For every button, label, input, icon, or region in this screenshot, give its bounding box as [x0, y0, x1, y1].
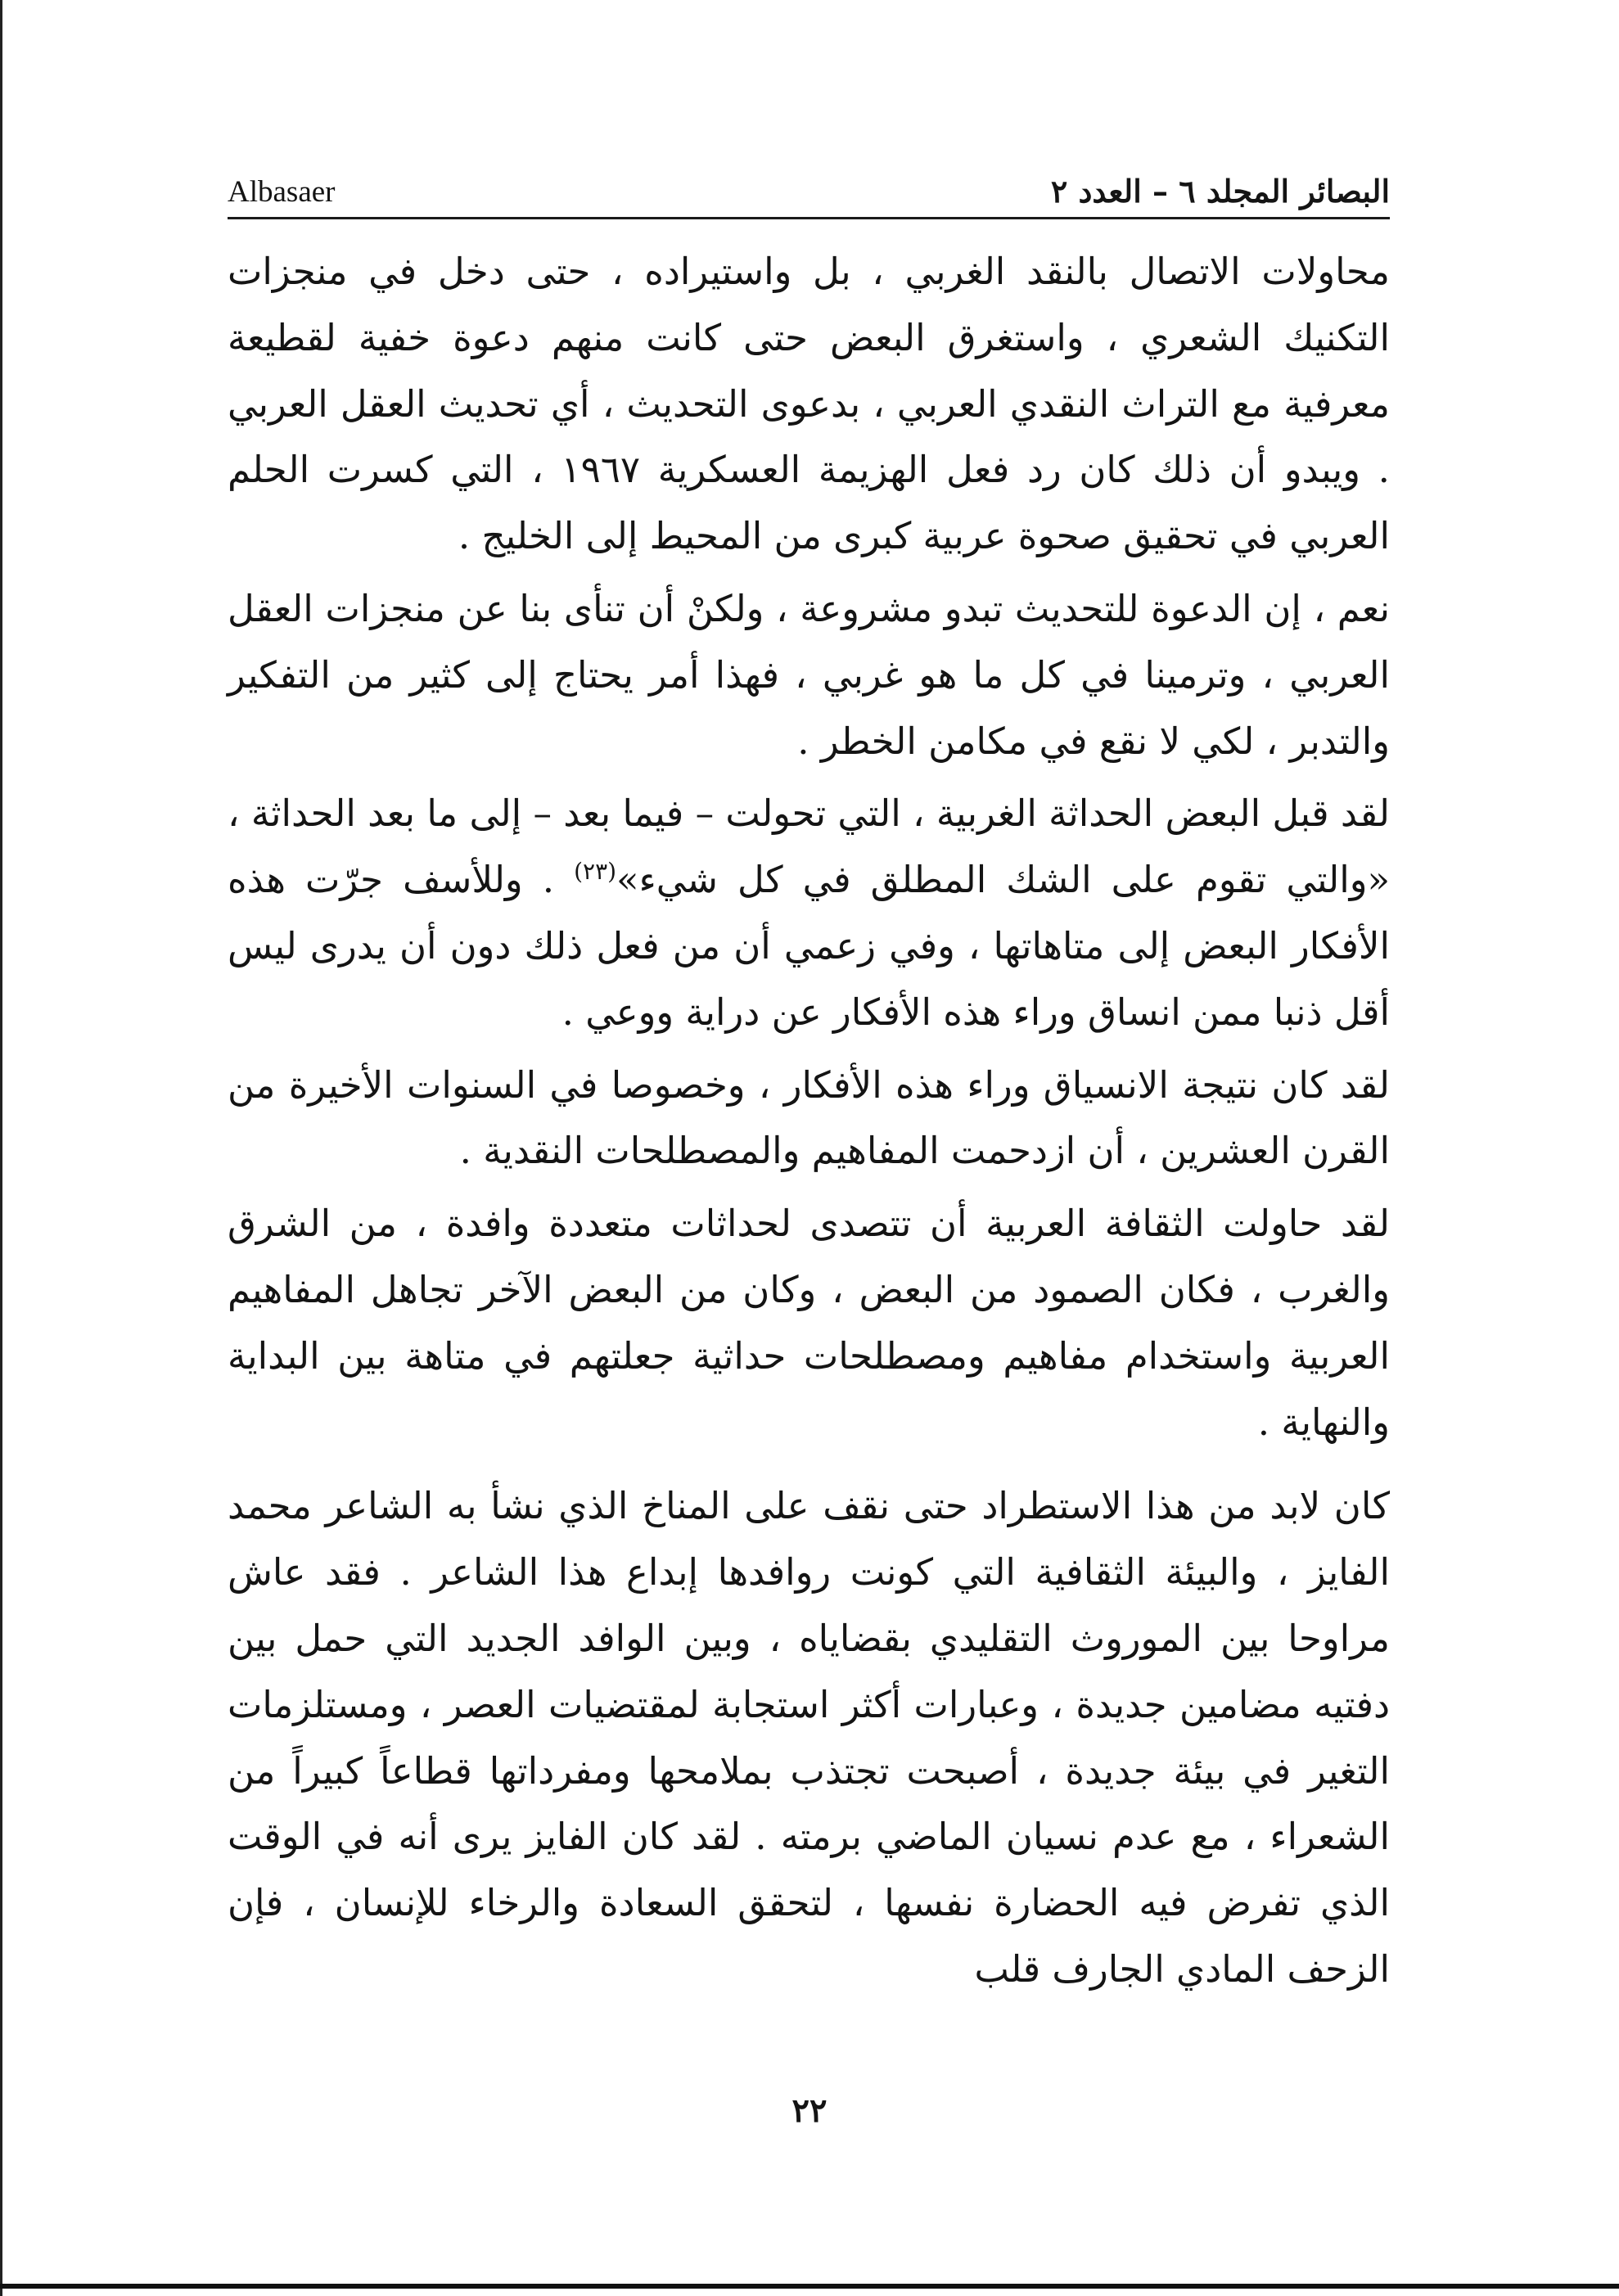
- journal-title-arabic: البصائر المجلد ٦ – العدد ٢: [1050, 173, 1390, 210]
- paragraph-2: نعم ، إن الدعوة للتحديث تبدو مشروعة ، ولكنْ أن تنأى بنا عن منجزات العقل العربي ، وترمينا في كل ما هو غربي ، فهذا أمر يحتاج إلى كثير من التفكير والتدبر ، لكي لا نقع في مكامن الخطر .: [228, 586, 1390, 763]
- header-divider: [228, 217, 1390, 219]
- page-number: ٢٢: [791, 2091, 828, 2130]
- body-text: [228, 239, 1390, 2003]
- paragraph-5: لقد حاولت الثقافة العربية أن تتصدى لحداثات متعددة وافدة ، من الشرق والغرب ، فكان الصمود من البعض ، وكان من البعض الآخر تجاهل المفاهيم العربية واستخدام مفاهيم ومصطلحات حداثية جعلتهم في متاهة بين البداية والنهاية .: [228, 1202, 1390, 1444]
- page: [228, 164, 1390, 2010]
- journal-title-latin: Albasaer: [228, 175, 336, 209]
- footnote-reference: (٢٣): [574, 858, 617, 886]
- running-header: [228, 164, 1390, 219]
- scan-edge-bottom: [0, 2284, 1619, 2289]
- paragraph-4: لقد كان نتيجة الانسياق وراء هذه الأفكار ، وخصوصا في السنوات الأخيرة من القرن العشرين ، أن ازدحمت المفاهيم والمصطلحات النقدية .: [228, 1062, 1390, 1173]
- paragraph-3: [228, 781, 1390, 1045]
- paragraph-6: كان لابد من هذا الاستطراد حتى نقف على المناخ الذي نشأ به الشاعر محمد الفايز ، والبيئة الثقافية التي كونت روافدها إبداع هذا الشاعر . فقد عاش مراوحا بين الموروث التقليدي بقضاياه ، وبين الوافد الجديد التي حمل بين دفتيه مضامين جديدة ، وعبارات أكثر استجابة لمقتضيات العصر ، ومستلزمات التغير في بيئة جديدة ، أصبحت تجتذب بملامحها ومفرداتها قطاعاً كبيراً من الشعراء ، مع عدم نسيان الماضي برمته . لقد كان الفايز يرى أنه في الوقت الذي تفرض فيه الحضارة نفسها ، لتحقق السعادة والرخاء للإنسان ، فإن الزحف المادي الجارف قلب: [228, 1484, 1390, 1991]
- paragraph-1: محاولات الاتصال بالنقد الغربي ، بل واستيراده ، حتى دخل في منجزات التكنيك الشعري ، واستغرق البعض حتى كانت منهم دعوة خفية لقطيعة معرفية مع التراث النقدي العربي ، بدعوى التحديث ، أي تحديث العقل العربي . ويبدو أن ذلك كان رد فعل الهزيمة العسكرية ١٩٦٧ ، التي كسرت الحلم العربي في تحقيق صحوة عربية كبرى من المحيط إلى الخليج .: [228, 250, 1390, 558]
- scan-edge: [0, 0, 2, 2296]
- paragraph-3-text-start: لقد قبل البعض الحداثة الغربية ، التي تحولت – فيما بعد – إلى ما بعد الحداثة ، «والتي تقوم على الشك المطلق في كل شيء»: [228, 792, 1390, 902]
- paragraph-3-text-end: . وللأسف جرّت هذه الأفكار البعض إلى متاهاتها ، وفي زعمي أن من فعل ذلك دون أن يدرى ليس أقل ذنبا ممن انساق وراء هذه الأفكار عن دراية ووعي .: [228, 858, 1390, 1034]
